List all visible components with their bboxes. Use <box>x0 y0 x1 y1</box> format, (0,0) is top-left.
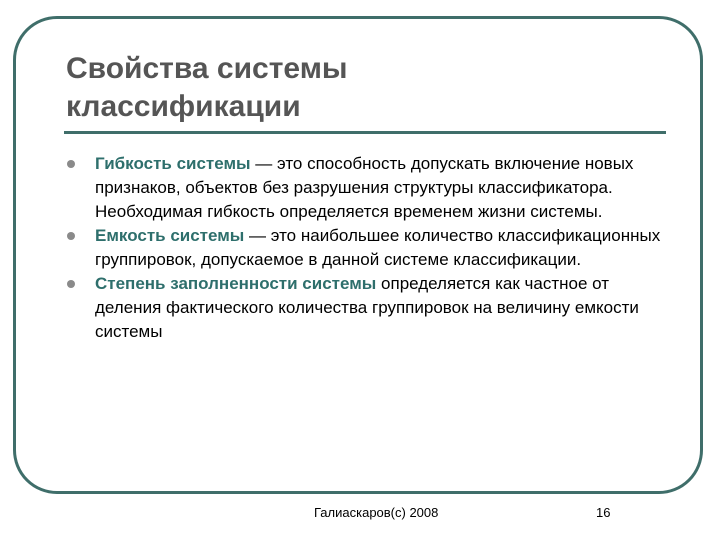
slide-title <box>66 50 666 126</box>
title-line-2: классификации <box>66 90 301 123</box>
bullet-item-flexibility <box>66 152 666 224</box>
bullet-item-capacity <box>66 224 666 272</box>
bullet-text: — это способность допускать включение новых признаков, объектов без разрушения структуры классификатора. Необходимая гибкость определяется временем жизни системы. <box>95 154 634 221</box>
bullet-text: — это наибольшее количество классификационных группировок, допускаемое в данной системе классификации. <box>95 226 661 269</box>
bullet-item-fill-degree <box>66 272 666 344</box>
page-number: 16 <box>596 505 611 520</box>
bullet-term: Гибкость системы <box>95 154 251 173</box>
bullet-list <box>66 152 666 344</box>
title-underline <box>64 131 666 134</box>
bullet-dot-icon <box>67 232 75 240</box>
bullet-term: Степень заполненности системы <box>95 274 377 293</box>
bullet-text: определяется как частное от деления фактического количества группировок на величину емкости системы <box>95 274 639 341</box>
bullet-dot-icon <box>67 160 75 168</box>
bullet-dot-icon <box>67 280 75 288</box>
bullet-term: Емкость системы <box>95 226 245 245</box>
footer-author: Галиаскаров(с) 2008 <box>314 505 439 520</box>
title-line-1: Свойства системы <box>66 52 348 85</box>
